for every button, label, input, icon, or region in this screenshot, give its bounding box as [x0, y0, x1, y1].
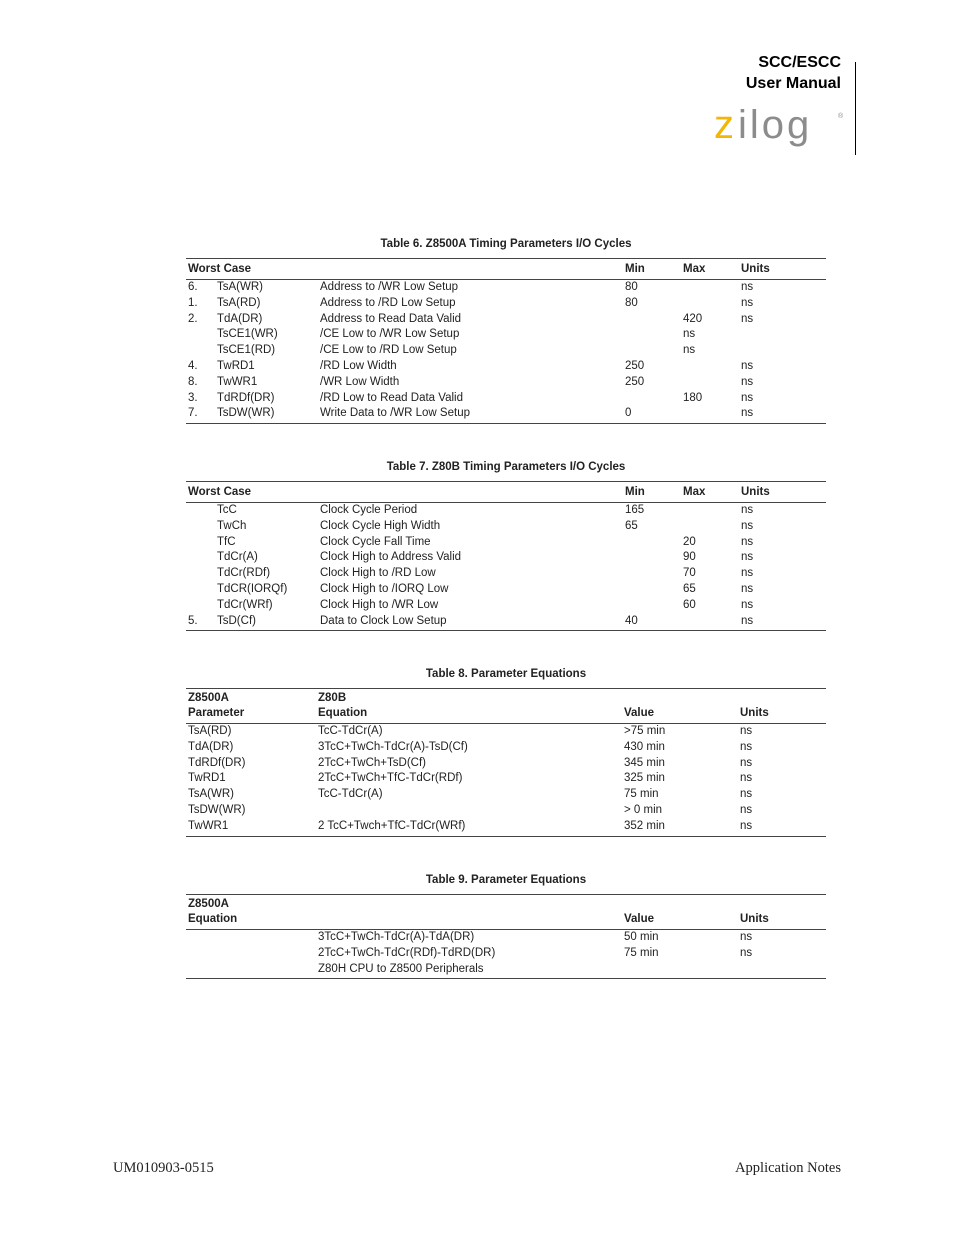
section-name: Application Notes	[735, 1160, 841, 1176]
row-equation: 2 TcC+Twch+TfC-TdCr(WRf)	[318, 819, 466, 832]
row-units: ns	[740, 788, 753, 801]
col-equation-line1: Z80B	[318, 692, 347, 704]
col-max: Max	[683, 486, 706, 498]
row-value: >75 min	[624, 725, 666, 737]
table-header	[186, 259, 826, 280]
row-max: 420	[683, 312, 703, 325]
row-units: ns	[741, 375, 754, 388]
row-max: 65	[683, 582, 696, 595]
row-min: 250	[625, 375, 645, 388]
row-units: ns	[741, 535, 754, 548]
row-num: 3.	[188, 391, 198, 404]
row-min: 80	[625, 281, 638, 293]
row-units: ns	[741, 598, 754, 611]
row-units: ns	[741, 551, 754, 564]
row-num: 2.	[188, 312, 198, 325]
row-value: > 0 min	[624, 803, 663, 816]
row-num: 1.	[188, 296, 198, 309]
col-units: Units	[740, 707, 769, 719]
table-row	[186, 803, 826, 819]
row-symbol: TdCr(A)	[217, 551, 258, 564]
row-equation: 2TcC+TwCh+TsD(Cf)	[318, 756, 426, 769]
row-symbol: TdRDf(DR)	[217, 391, 275, 404]
table-row	[186, 930, 826, 946]
row-max: 90	[683, 551, 696, 564]
row-max: 20	[683, 535, 696, 548]
row-units: ns	[741, 359, 754, 372]
row-description: /CE Low to /RD Low Setup	[320, 344, 457, 357]
row-description: Clock Cycle Fall Time	[320, 535, 431, 548]
row-symbol: TwRD1	[217, 359, 255, 372]
table-8	[186, 664, 826, 837]
row-units: ns	[741, 407, 754, 420]
col-worst-case: Worst Case	[188, 486, 252, 498]
row-max: 60	[683, 598, 696, 611]
row-value: 352 min	[624, 819, 665, 832]
row-units: ns	[740, 772, 753, 785]
table-row	[186, 327, 826, 343]
row-symbol: TwCh	[217, 519, 247, 532]
row-min: 250	[625, 359, 645, 372]
table-row	[186, 343, 826, 359]
table-row	[186, 503, 826, 519]
row-min: 40	[625, 614, 638, 627]
row-parameter: TsA(WR)	[188, 788, 234, 801]
row-parameter: TsDW(WR)	[188, 803, 246, 816]
col-units: Units	[741, 263, 770, 275]
row-description: Clock Cycle Period	[320, 504, 418, 516]
table-body	[186, 503, 826, 629]
row-equation: 3TcC+TwCh-TdCr(A)-TdA(DR)	[318, 931, 475, 943]
row-value: 75 min	[624, 788, 659, 801]
row-min: 65	[625, 519, 638, 532]
row-parameter: TdRDf(DR)	[188, 756, 246, 769]
row-parameter: TwWR1	[188, 819, 229, 832]
table-row	[186, 391, 826, 407]
row-description: Clock High to /RD Low	[320, 567, 436, 580]
table-row	[186, 406, 826, 422]
row-num: 7.	[188, 407, 198, 420]
row-description: Clock High to Address Valid	[320, 551, 462, 564]
row-symbol: TdCr(RDf)	[217, 567, 271, 580]
row-symbol: TsCE1(RD)	[217, 344, 276, 357]
row-symbol: TwWR1	[217, 375, 258, 388]
col-equation-line2: Equation	[188, 913, 238, 925]
col-min: Min	[625, 263, 645, 275]
zilog-logo	[712, 104, 847, 160]
table-row	[186, 771, 826, 787]
row-description: /RD Low to Read Data Valid	[320, 391, 463, 404]
row-symbol: TdCR(IORQf)	[217, 582, 288, 595]
table-header	[186, 689, 826, 724]
col-worst-case: Worst Case	[188, 263, 252, 275]
col-min: Min	[625, 486, 645, 498]
table-9	[186, 870, 826, 979]
row-units: ns	[741, 519, 754, 532]
table-row	[186, 724, 826, 740]
table-6	[186, 234, 826, 424]
row-units: ns	[740, 725, 753, 737]
col-equation-line2: Equation	[318, 707, 368, 719]
col-equation-line1: Z8500A	[188, 898, 229, 910]
row-units: ns	[740, 756, 753, 769]
row-value: 75 min	[624, 946, 659, 959]
row-description: Address to /WR Low Setup	[320, 281, 459, 293]
row-equation: TcC-TdCr(A)	[318, 725, 383, 737]
table-row	[186, 819, 826, 835]
row-max: 180	[683, 391, 703, 404]
row-units: ns	[741, 504, 754, 516]
table-caption: Table 8. Parameter Equations	[425, 668, 587, 680]
row-max: ns	[683, 344, 696, 357]
row-description: Address to Read Data Valid	[320, 312, 462, 325]
row-symbol: TsD(Cf)	[217, 614, 256, 627]
table-row	[186, 962, 826, 978]
row-units: ns	[741, 281, 754, 293]
row-units: ns	[741, 614, 754, 627]
table-row	[186, 359, 826, 375]
table-row	[186, 756, 826, 772]
row-units: ns	[740, 931, 753, 943]
row-symbol: TsA(WR)	[217, 281, 263, 293]
table-header	[186, 895, 826, 930]
row-units: ns	[741, 567, 754, 580]
col-value: Value	[624, 913, 655, 925]
table-row	[186, 614, 826, 630]
col-parameter-line1: Z8500A	[188, 692, 229, 704]
svg-text:ilog: ilog	[738, 104, 813, 147]
row-description: /WR Low Width	[320, 375, 400, 388]
table-row	[186, 566, 826, 582]
table-header	[186, 482, 826, 503]
row-units: ns	[740, 803, 753, 816]
table-caption: Table 9. Parameter Equations	[425, 874, 587, 886]
table-row	[186, 280, 826, 296]
row-equation: Z80H CPU to Z8500 Peripherals	[318, 962, 484, 975]
row-description: Write Data to /WR Low Setup	[320, 407, 470, 420]
col-max: Max	[683, 263, 706, 275]
table-row	[186, 740, 826, 756]
row-symbol: TdA(DR)	[217, 312, 263, 325]
table-row	[186, 375, 826, 391]
row-description: Data to Clock Low Setup	[320, 614, 447, 627]
row-equation: TcC-TdCr(A)	[318, 788, 383, 801]
row-units: ns	[741, 312, 754, 325]
row-max: ns	[683, 328, 696, 341]
row-description: Clock High to /WR Low	[320, 598, 439, 611]
table-body	[186, 280, 826, 422]
row-value: 50 min	[624, 931, 659, 943]
table-body	[186, 724, 826, 835]
row-description: /RD Low Width	[320, 359, 397, 372]
row-symbol: TcC	[217, 504, 237, 516]
row-units: ns	[741, 296, 754, 309]
table-caption: Table 7. Z80B Timing Parameters I/O Cycles	[386, 461, 626, 473]
page-header	[746, 52, 841, 94]
row-units: ns	[740, 740, 753, 753]
col-units: Units	[741, 486, 770, 498]
table-row	[186, 582, 826, 598]
row-description: Clock Cycle High Width	[320, 519, 441, 532]
row-min: 165	[625, 504, 645, 516]
col-value: Value	[624, 707, 655, 719]
row-parameter: TdA(DR)	[188, 740, 234, 753]
row-equation: 2TcC+TwCh-TdCr(RDf)-TdRD(DR)	[318, 946, 496, 959]
row-symbol: TsDW(WR)	[217, 407, 275, 420]
row-value: 345 min	[624, 756, 665, 769]
table-row	[186, 296, 826, 312]
header-divider	[855, 62, 856, 155]
row-parameter: TwRD1	[188, 772, 226, 785]
table-row	[186, 312, 826, 328]
row-description: Clock High to /IORQ Low	[320, 582, 449, 595]
row-symbol: TdCr(WRf)	[217, 598, 273, 611]
row-description: /CE Low to /WR Low Setup	[320, 328, 460, 341]
row-min: 80	[625, 296, 638, 309]
table-body	[186, 930, 826, 977]
row-symbol: TsA(RD)	[217, 296, 261, 309]
row-units: ns	[740, 819, 753, 832]
row-num: 6.	[188, 281, 198, 293]
row-num: 8.	[188, 375, 198, 388]
table-row	[186, 787, 826, 803]
table-7	[186, 457, 826, 631]
row-parameter: TsA(RD)	[188, 725, 232, 737]
manual-subtitle: User Manual	[745, 75, 841, 92]
row-units: ns	[740, 946, 753, 959]
row-value: 325 min	[624, 772, 665, 785]
col-parameter-line2: Parameter	[188, 707, 245, 719]
svg-text:®: ®	[838, 113, 844, 120]
manual-title: SCC/ESCC	[758, 54, 841, 71]
table-row	[186, 598, 826, 614]
row-units: ns	[741, 391, 754, 404]
col-units: Units	[740, 913, 769, 925]
row-min: 0	[625, 407, 632, 420]
row-units: ns	[741, 582, 754, 595]
table-row	[186, 550, 826, 566]
row-value: 430 min	[624, 740, 665, 753]
table-row	[186, 519, 826, 535]
document-id: UM010903-0515	[113, 1160, 214, 1176]
row-symbol: TfC	[217, 535, 236, 548]
table-row	[186, 535, 826, 551]
row-description: Address to /RD Low Setup	[320, 296, 456, 309]
row-equation: 2TcC+TwCh+TfC-TdCr(RDf)	[318, 772, 463, 785]
row-equation: 3TcC+TwCh-TdCr(A)-TsD(Cf)	[318, 740, 468, 753]
row-num: 4.	[188, 359, 198, 372]
table-row	[186, 946, 826, 962]
row-max: 70	[683, 567, 696, 580]
svg-text:z: z	[714, 104, 734, 147]
row-symbol: TsCE1(WR)	[217, 328, 278, 341]
table-caption: Table 6. Z8500A Timing Parameters I/O Cycles	[380, 238, 632, 250]
row-num: 5.	[188, 614, 198, 627]
